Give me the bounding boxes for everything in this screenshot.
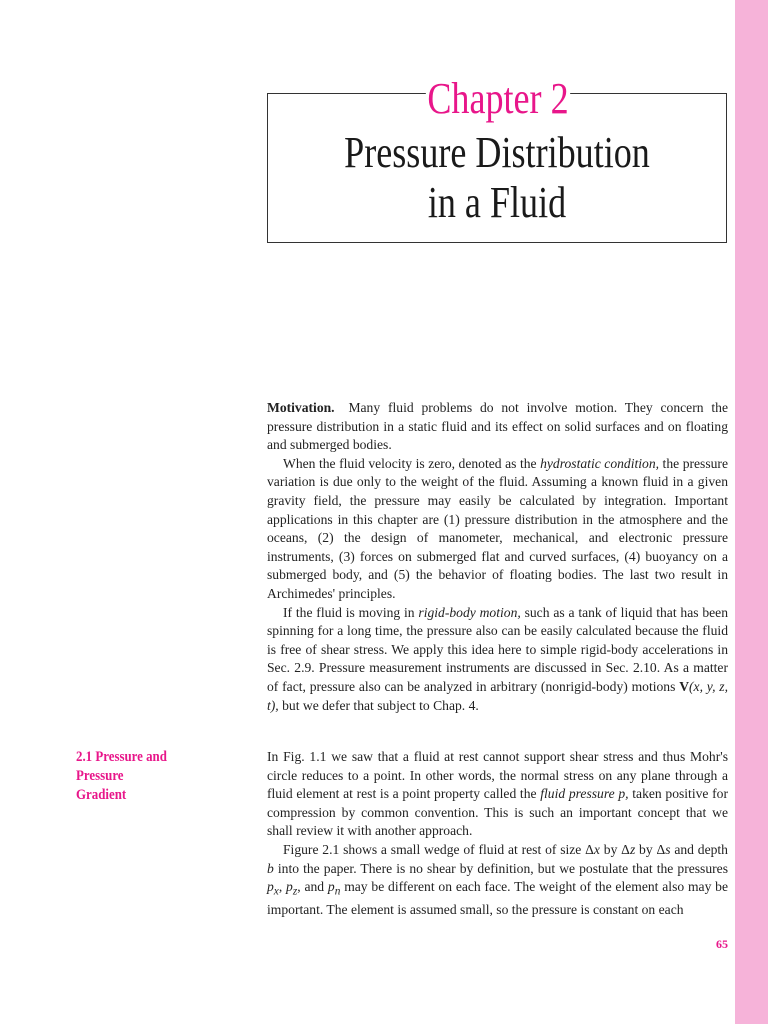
section-paragraph-1: In Fig. 1.1 we saw that a fluid at rest cannot support shear stress and thus Mohr's circle reduces to a point. In other words, the normal stress on any plane through a fluid element at rest is a point property called the fluid pressure p, taken positive for compression by common convention. This is such an important concept that we shall review it with another approach. (267, 749, 728, 839)
motivation-paragraph-3: If the fluid is moving in rigid-body motion, such as a tank of liquid that has been spinning for a long time, the pressure also can be easily calculated because the fluid is free of shear stress. We apply this idea here to simple rigid-body accelerations in Sec. 2.9. Pressure measurement instruments are discussed in Sec. 2.10. As a matter of fact, pressure also can be analyzed in arbitrary (nonrigid-body) motions V(x, y, z, t), but we defer that subject to Chap. 4. (267, 604, 729, 713)
motivation-section (267, 399, 728, 715)
page-number: 65 (716, 937, 728, 951)
side-tab-strip (735, 0, 768, 1024)
chapter-title-line-1: Pressure Distribution (344, 128, 650, 177)
motivation-paragraph-1: Motivation. Many fluid problems do not involve motion. They concern the pressure distribution in a static fluid and its effect on solid surfaces and on floating and submerged bodies. (267, 400, 728, 453)
motivation-paragraph-2: When the fluid velocity is zero, denoted as the hydrostatic condition, the pressure variation is due only to the weight of the fluid. Assuming a known fluid in a given gravity field, the pressure may easily be calculated by integration. Important applications in this chapter are (1) pressure distribution in the atmosphere and the oceans, (2) the design of manometer, mechanical, and electronic pressure instruments, (3) forces on submerged flat and curved surfaces, (4) buoyancy on a submerged body, and (5) the behavior of floating bodies. The last two result in Archimedes' principles. (267, 455, 728, 601)
chapter-title (308, 128, 685, 228)
section-paragraph-2: Figure 2.1 shows a small wedge of fluid at rest of size Δx by Δz by Δs and depth b into the paper. There is no shear by definition, but we postulate that the pressures $p_x$, $p_z$, and $p_n$ may be different on each face. The weight of the element also may be important. The element is assumed small, so the pressure is constant on each (267, 841, 729, 918)
section-heading (76, 748, 214, 805)
section-heading-line-1: 2.1 Pressure and Pressure (76, 749, 167, 784)
chapter-title-line-2: in a Fluid (427, 178, 567, 227)
motivation-lead: Motivation. (267, 400, 335, 415)
section-2-1-body (267, 748, 728, 920)
section-heading-line-2: Gradient (76, 787, 127, 803)
chapter-label: Chapter 2 (427, 74, 569, 123)
